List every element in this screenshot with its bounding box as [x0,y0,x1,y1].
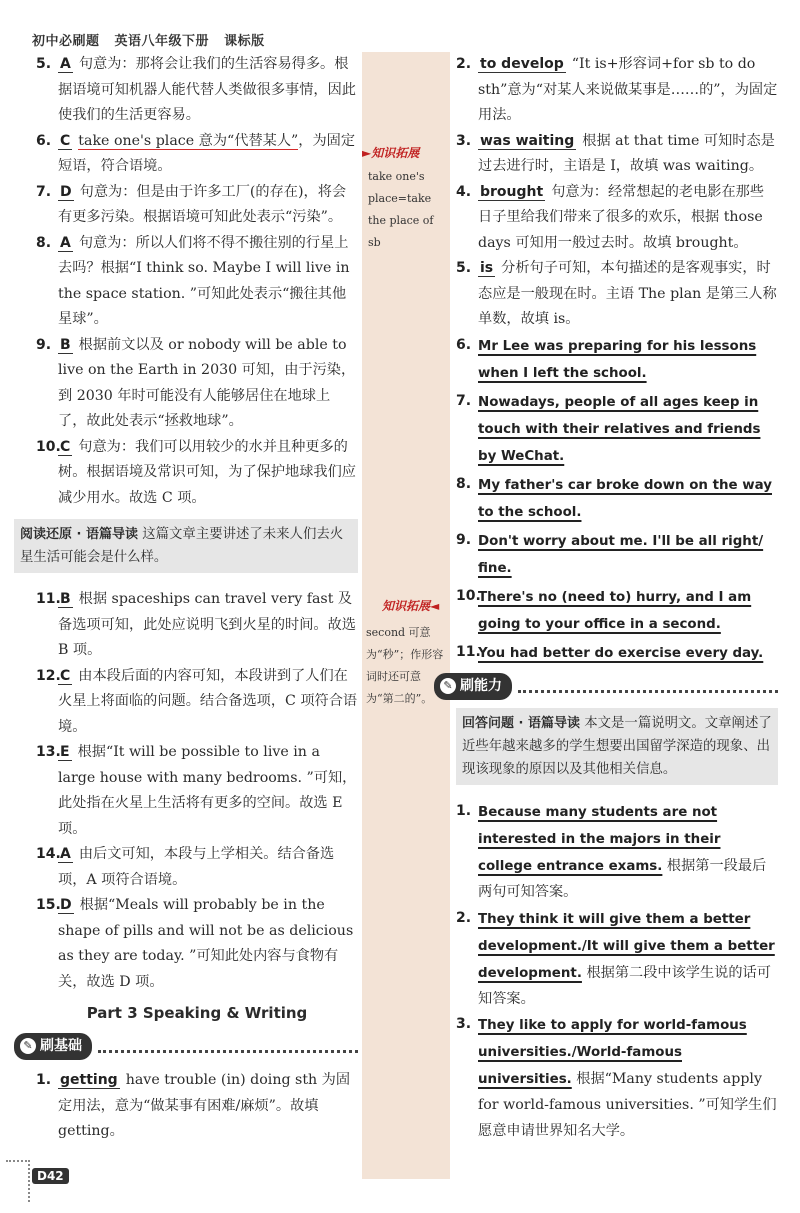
explanation-text: 句意为：所以人们将不得不搬往别的行星上去吗？根据“I think so. Maybe I will live in the space station. ”可知此处表示“搬往其他星球”。 [58,234,350,327]
subject-title: 英语八年级下册 [114,34,210,49]
answer-item [36,180,358,231]
corner-mark [6,1160,30,1202]
answer-item [36,664,358,741]
item-number: 2. [456,56,472,72]
answer-key: D [60,897,72,913]
knowledge-expand-text-1: take one's place=take the place of sb [368,170,434,249]
answer-item [456,256,778,333]
part-title: Part 3 Speaking & Writing [86,1004,308,1022]
answer-item [456,799,778,906]
answer-key: D [60,183,72,200]
edition-label: 课标版 [224,34,265,49]
explanation-text: 根据“It will be possible to live in a large house with many bedrooms. ”可知，此处指在火星上生活将有更多的空间。故选 E 项。 [58,744,357,837]
explanation-text: “It is+形容词+for sb to do sth”意为“对某人来说做某事是……的”，为固定用法。 [478,56,778,123]
answer-item [36,52,358,129]
answer-item [36,333,358,435]
item-number: 11. [456,643,481,660]
answer-key: is [480,260,494,276]
answer-item: 1. getting have trouble (in) doing sth 为固定用法，意为“做某事有困难/麻烦”。故填 getting。 [36,1072,351,1139]
answer-item [456,1012,778,1144]
item-number: 13. [36,744,61,760]
left-column [20,52,358,1145]
item-number: 9. [456,531,472,548]
item-number: 4. [456,183,472,200]
item-number: 14. [36,846,61,862]
answer-key: B [60,591,71,607]
answer-key: They like to apply for world-famous universities./World-famous universities. [478,1018,747,1087]
answer-item [456,389,778,470]
explanation-text: 由后文可知，本段与上学相关。结合备选项，A 项符合语境。 [58,846,335,888]
item-number: 5. [456,260,472,276]
answer-item [456,906,778,1013]
answer-key: B [60,336,71,353]
item-number: 10. [36,438,61,455]
explanation-text: 由本段后面的内容可知，本段讲到了人们在火星上将面临的问题。结合备选项，C 项符合语境。 [58,667,358,735]
page-header [32,30,275,49]
answer-sentence: Mr Lee was preparing for his lessons when I left the school. [478,338,757,381]
pencil-icon: ✎ [440,678,456,694]
section-ability: ✎ 刷能力 [434,673,778,701]
answer-item [456,180,778,257]
answer-key: Because many students are not interested in the majors in their college entrance exams. [478,805,721,874]
series-title: 初中必刷题 [32,34,100,49]
answer-item [36,129,358,180]
item-number: 5. [36,56,52,72]
answer-item [456,52,778,129]
answer-sentence: You had better do exercise every day. [478,645,764,661]
answer-sentence: There's no (need to) hurry, and I am going to your office in a second. [478,589,752,632]
explanation-text: 句意为：我们可以用较少的水并且种更多的树。根据语境及常识可知，为了保护地球我们应减少用水。故选 C 项。 [58,438,356,506]
item-number: 1. [456,803,472,819]
right-column [443,52,778,1144]
answer-item [36,587,358,664]
explanation-text: 根据前文以及 or nobody will be able to live on the Earth in 2030 可知，由于污染，到 2030 年时可能没有人能够居住在地球上了，故此处表示“拯救地球”。 [58,336,356,429]
item-number: 8. [456,475,472,492]
explanation-text: 根据第一段最后两句可知答案。 [478,858,767,900]
explanation-text: 根据“Many students apply for world-famous universities. ”可知学生们愿意申请世界知名大学。 [478,1071,777,1139]
item-number: 3. [456,1016,472,1032]
item-number: 8. [36,234,52,251]
item-number: 6. [36,132,52,149]
answer-item [456,640,778,667]
answer-key: C [60,667,71,684]
page-number: D42 [32,1168,69,1184]
item-number: 7. [36,183,52,200]
answer-item [456,528,778,582]
explanation-text: 根据 spaceships can travel very fast 及备选项可知，此处应说明飞到火星的时间。故选 B 项。 [58,591,356,658]
explanation-text: 句意为：但是由于许多工厂(的存在)，将会有更多污染。根据语境可知此处表示“污染”。 [58,183,347,225]
item-number: 15. [36,897,61,913]
item-number: 7. [456,392,472,409]
underlined-phrase: take one's place 意为“代替某人” [78,132,299,149]
explanation-text: 分析句子可知，本句描述的是客观事实，时态应是一般现在时。主语 The plan 是第三人称单数，故填 is。 [478,260,777,327]
section-basic: ✎ 刷基础 [14,1033,358,1061]
answer-key: A [60,56,71,72]
answer-sentence: My father's car broke down on the way to the school. [478,477,772,520]
answer-item [36,435,358,512]
answer-item [36,842,358,893]
answer-key: E [60,744,70,760]
reading-guide: 阅读还原 · 语篇导读 这篇文章主要讲述了未来人们去火星生活可能会是什么样。 [14,519,358,573]
pencil-icon: ✎ [20,1038,36,1054]
knowledge-expand-text-2: second 可意为“秒”；作形容词时还可意为“第二的”。 [366,626,444,705]
answer-item [36,740,358,842]
explanation-text: 句意为：那将会让我们的生活容易得多。根据语境可知机器人能代替人类做很多事情，因此使我们的生活更容易。 [58,56,356,123]
answer-key: was waiting [480,132,575,149]
knowledge-expand-label-1: ►知识拓展 [362,146,420,160]
item-number: 10. [456,587,481,604]
answer-item [456,472,778,526]
item-number: 9. [36,336,52,353]
explanation-text: 句意为：经常想起的老电影在那些日子里给我们带来了很多的欢乐，根据 those days 可知用一般过去时。故填 brought。 [478,183,765,251]
answer-key: C [60,132,71,149]
item-number: 2. [456,909,472,926]
answer-item [36,893,358,995]
answer-item [456,129,778,180]
answer-item [36,231,358,333]
answer-item [456,333,778,387]
answer-key: A [60,846,71,862]
answer-key: brought [480,183,544,200]
explanation-text: 根据第二段中该学生说的话可知答案。 [478,964,771,1007]
answer-key: A [60,234,71,251]
answer-key: to develop [480,56,564,72]
answer-key: C [60,438,71,455]
qa-guide: 回答问题 · 语篇导读 本文是一篇说明文。文章阐述了近些年越来越多的学生想要出国留学深造的现象、出现该现象的原因以及其他相关信息。 [456,708,778,785]
item-number: 11. [36,591,61,607]
answer-sentence: Don't worry about me. I'll be all right/ fine. [478,533,764,576]
answer-sentence: Nowadays, people of all ages keep in touch with their relatives and friends by WeChat. [478,394,761,464]
item-number: 3. [456,132,472,149]
explanation-text: 根据 at that time 可知时态是过去进行时，主语是 I，故填 was waiting。 [478,132,775,174]
item-number: 6. [456,336,472,353]
item-number: 12. [36,667,61,684]
answer-key: They think it will give them a better development./It will give them a better development. [478,911,775,981]
knowledge-expand-label-2: 知识拓展◄ [382,599,440,613]
explanation-text: ，为固定短语，符合语境。 [58,132,356,174]
explanation-text: 根据“Meals will probably be in the shape of pills and will not be as delicious as they are today. ”可知此处内容与食物有关，故选 D 项。 [58,897,354,990]
answer-item [456,584,778,638]
